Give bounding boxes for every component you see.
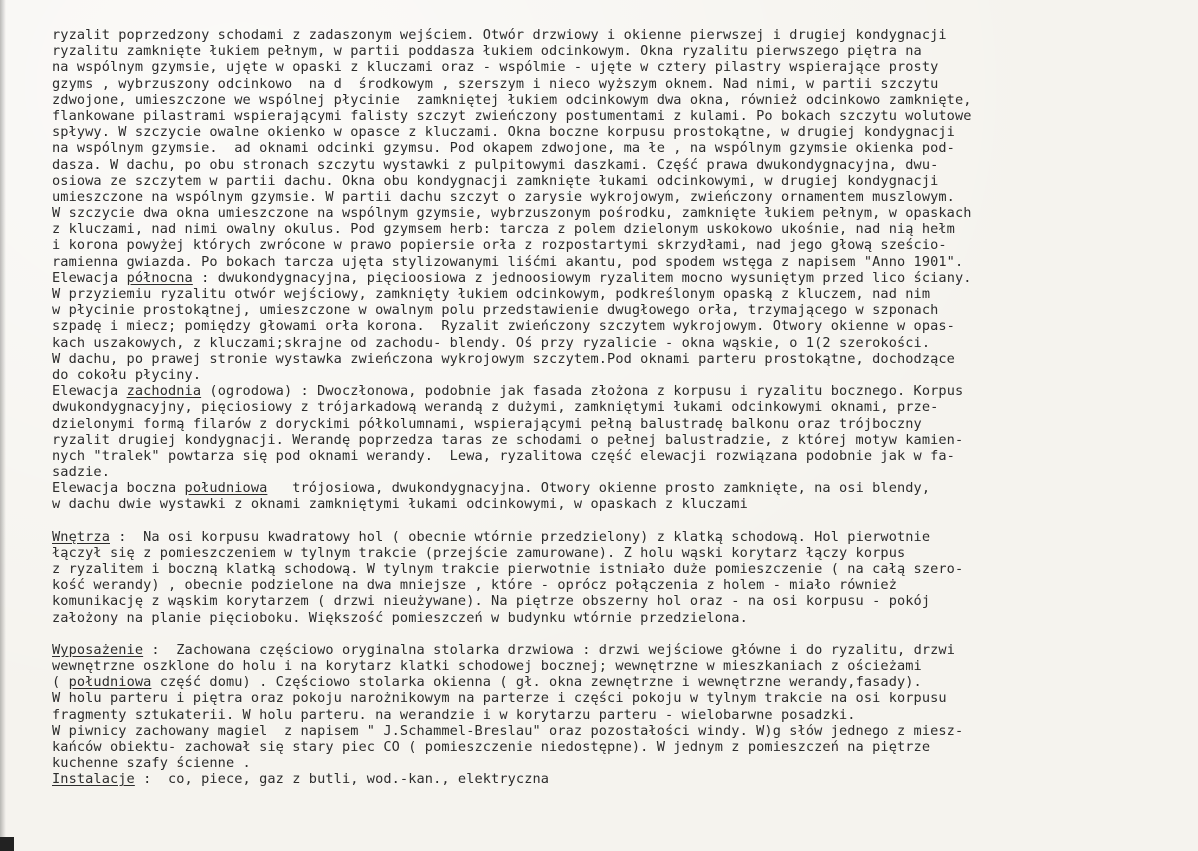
text-line: W holu parteru i piętra oraz pokoju narożnikowym na parterze i części pokoju w tylnym trakcie na osi korpusu bbox=[52, 690, 947, 707]
elevation-description bbox=[52, 27, 1178, 513]
section-heading: Wnętrza bbox=[52, 528, 110, 545]
text-line: umieszczone na wspólnym gzymsie. W partii dachu szczyt o zarysie wykrojowym, zwieńczony ornamentem muszlowym. bbox=[52, 188, 955, 205]
text-line: szpadę i miecz; pomiędzy głowami orła korona. Ryzalit zwieńczony szczytem wykrojowym. Otwory okienne w opas- bbox=[52, 318, 955, 335]
text-line: dasza. W dachu, po obu stronach szczytu wystawki z pulpitowymi daszkami. Część prawa dwukondygnacyjna, dwu- bbox=[52, 156, 939, 173]
equipment-section bbox=[52, 642, 1178, 788]
text-line: fragmenty sztukaterii. W holu parteru. na werandzie i w korytarzu parteru - wielobarwne posadzki. bbox=[52, 706, 856, 723]
text-line: Elewacja zachodnia (ogrodowa) : Dwoczłonowa, podobnie jak fasada złożona z korpusu i ryzalitu bocznego. Korpus bbox=[52, 383, 964, 400]
text-line: ryzalit poprzedzony schodami z zadaszonym wejściem. Otwór drzwiowy i okienne pierwszej i drugiej kondygnacji bbox=[52, 27, 947, 43]
text-line: zdwojone, umieszczone we wspólnej płycinie zamkniętej łukiem odcinkowym dwa okna, również odcinkowo zamknięte, bbox=[52, 91, 972, 108]
text-line: Elewacja północna : dwukondygnacyjna, pięcioosiowa z jednoosiowym ryzalitem mocno wysuniętym przed lico ściany. bbox=[52, 269, 972, 286]
text-line: i korona powyżej których zwrócone w prawo popiersie orła z rozpostartymi skrzydłami, nad jego głową sześcio- bbox=[52, 237, 947, 254]
text-line: dwukondygnacyjny, pięciosiowy z trójarkadową werandą z dużymi, zamkniętymi łukami odcinkowymi oknami, prze- bbox=[52, 399, 939, 416]
text-line: dzielonymi formą filarów z doryckimi półkolumnami, wspierającymi pełną balustradę balkonu oraz trójboczny bbox=[52, 415, 922, 432]
text-line: W dachu, po prawej stronie wystawka zwieńczona wykrojowym szczytem.Pod oknami parteru prostokątne, dochodzące bbox=[52, 350, 955, 367]
section-heading: południowa bbox=[184, 480, 268, 497]
text-line: W szczycie dwa okna umieszczone na wspólnym gzymsie, wybrzuszonym pośrodku, zamknięte łukiem pełnym, w opaskach bbox=[52, 205, 972, 222]
text-line: komunikację z wąskim korytarzem ( drzwi nieużywane). Na piętrze obszerny hol oraz - na osi korpusu - pokój bbox=[52, 593, 931, 610]
section-heading: północna bbox=[126, 269, 193, 286]
installations-line: Instalacje : co, piece, gaz z butli, wod.-kan., elektryczna bbox=[52, 771, 550, 788]
text-line: kuchenne szafy ścienne . bbox=[52, 755, 251, 772]
text-line: w dachu dwie wystawki z oknami zamkniętymi łukami odcinkowymi, w opaskach z kluczami bbox=[52, 496, 748, 513]
text-line: nych "tralek" powtarza się pod oknami werandy. Lewa, ryzalitowa część elewacji rozwiązana podobnie jak w fa- bbox=[52, 447, 955, 464]
scan-edge-shadow bbox=[0, 0, 6, 851]
text-line: łączył się z pomieszczeniem w tylnym trakcie (przejście zamurowane). Z holu wąski korytarz łączy korpus bbox=[52, 544, 906, 561]
text-line: kach uszakowych, z kluczami;skrajne od zachodu- blendy. Oś przy ryzalicie - okna wąskie, o 1(2 szerokości. bbox=[52, 334, 931, 351]
paragraph-gap bbox=[52, 513, 1178, 529]
text-line: z ryzalitem i boczną klatką schodową. W tylnym trakcie pierwotnie istniało duże pomieszczenie ( na całą szero- bbox=[52, 561, 964, 577]
text-line: kańców obiektu- zachował się stary piec CO ( pomieszczenie niedostępne). W jednym z pomieszczeń na piętrze bbox=[52, 738, 931, 755]
section-heading: Instalacje bbox=[52, 771, 135, 788]
text-line: ( południowa część domu) . Częściowo stolarka okienna ( gł. okna zewnętrzne i wewnętrzne werandy,fasady). bbox=[52, 674, 922, 691]
text-line: na wspólnym gzymsie, ujęte w opaski z kluczami oraz - wspólmie - ujęte w cztery pilastry wspierające prosty bbox=[52, 59, 939, 76]
section-heading: zachodnia bbox=[126, 383, 202, 400]
text-line: wewnętrzne oszklone do holu i na korytarz klatki schodowej bocznej; wewnętrzne w mieszkaniach z ościeżami bbox=[52, 657, 922, 674]
paragraph-gap bbox=[52, 626, 1178, 642]
section-heading: południowa bbox=[68, 674, 152, 691]
text-line: sadzie. bbox=[52, 464, 110, 481]
text-line: kość werandy) , obecnie podzielone na dwa mniejsze , które - oprócz połączenia z holem - miało również bbox=[52, 577, 897, 594]
text-line: na wspólnym gzymsie. ad oknami odcinki gzymsu. Pod okapem zdwojone, ma łe , na wspólnym gzymsie okienka pod- bbox=[52, 140, 955, 157]
text-line: flankowane pilastrami wspierającymi falisty szczyt zwieńczony postumentami z kulami. Po bokach szczytu wolutowe bbox=[52, 107, 972, 124]
text-line: założony na planie pięcioboku. Większość pomieszczeń w budynku wtórnie przedzielona. bbox=[52, 609, 748, 626]
text-line: z kluczami, nad nimi owalny okulus. Pod gzymsem herb: tarcza z polem dzielonym uskokowo ukośnie, nad nią hełm bbox=[52, 221, 955, 238]
text-line: ryzalitu zamknięte łukiem pełnym, w partii poddasza łukiem odcinkowym. Okna ryzalitu pierwszego piętra na bbox=[52, 43, 922, 60]
text-line: w płycinie prostokątnej, umieszczone w owalnym polu przedstawienie dwugłowego orła, trzymającego w szponach bbox=[52, 302, 939, 319]
text-line: Wnętrza : Na osi korpusu kwadratowy hol ( obecnie wtórnie przedzielony) z klatką schodową. Hol pierwotnie bbox=[52, 528, 931, 545]
section-heading: Wyposażenie bbox=[52, 641, 144, 658]
text-line: do cokołu płyciny. bbox=[52, 366, 202, 383]
text-line: Wyposażenie : Zachowana częściowo oryginalna stolarka drzwiowa : drzwi wejściowe główne i do ryzalitu, drzwi bbox=[52, 641, 955, 658]
text-line: ramienna gwiazda. Po bokach tarcza ujęta stylizowanymi liśćmi akantu, pod spodem wstęga z napisem "Anno 1901". bbox=[52, 253, 964, 270]
text-line: W przyziemiu ryzalitu otwór wejściowy, zamknięty łukiem odcinkowym, podkreślonym opaską z kluczem, nad nim bbox=[52, 286, 931, 302]
scan-corner-mark bbox=[0, 837, 14, 851]
interiors-section bbox=[52, 529, 1178, 626]
text-line: gzyms , wybrzuszony odcinkowo na d środkowym , szerszym i nieco wyższym oknem. Nad nimi, w partii szczytu bbox=[52, 75, 939, 92]
text-line: osiowa ze szczytem w partii dachu. Okna obu kondygnacji zamknięte łukami odcinkowymi, w drugiej kondygnacji bbox=[52, 172, 939, 189]
text-line: W piwnicy zachowany magiel z napisem " J.Schammel-Breslau" oraz pozostałości windy. W)g słów jednego z miesz- bbox=[52, 722, 964, 739]
text-line: spływy. W szczycie owalne okienko w opasce z kluczami. Okna boczne korpusu prostokątne, w drugiej kondygnacji bbox=[52, 124, 955, 141]
text-line: Elewacja boczna południowa trójosiowa, dwukondygnacyjna. Otwory okienne prosto zamknięte, na osi blendy, bbox=[52, 480, 931, 497]
text-line: ryzalit drugiej kondygnacji. Werandę poprzedza taras ze schodami o pełnej balustradzie, z której motyw kamien- bbox=[52, 431, 964, 448]
